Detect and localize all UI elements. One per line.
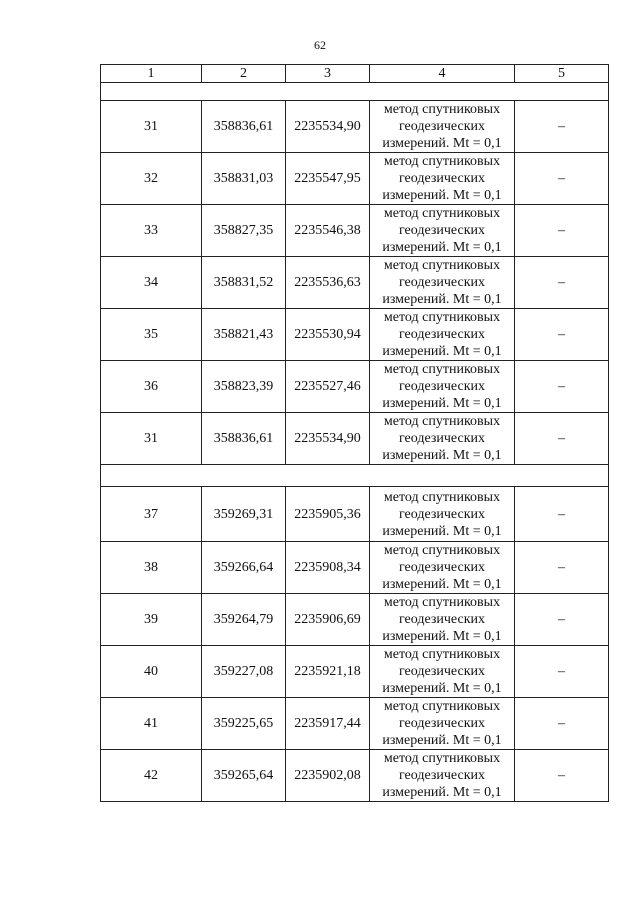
method-text-line: геодезических: [398, 612, 485, 627]
point-number-cell: 36: [101, 361, 202, 413]
table-row: [101, 309, 609, 361]
note-cell: –: [515, 698, 609, 750]
x-coordinate-cell: 358823,39: [202, 361, 286, 413]
method-cell: [370, 698, 515, 750]
note-cell: –: [515, 257, 609, 309]
method-text-line: метод спутниковых: [383, 206, 501, 221]
x-coordinate-cell: 359266,64: [202, 542, 286, 594]
method-cell: [370, 750, 515, 802]
table-row: [101, 205, 609, 257]
header-cell-2: 2: [202, 65, 286, 83]
method-text-line: метод спутниковых: [383, 102, 501, 117]
x-coordinate-cell: 358831,03: [202, 153, 286, 205]
x-coordinate-cell: 359225,65: [202, 698, 286, 750]
x-coordinate-cell: 359264,79: [202, 594, 286, 646]
method-text-line: измерений. Mt = 0,1: [382, 396, 502, 411]
method-text-line: измерений. Mt = 0,1: [382, 240, 502, 255]
method-text-line: метод спутниковых: [383, 310, 501, 325]
table-row: [101, 487, 609, 542]
method-cell: [370, 413, 515, 465]
point-number-cell: 34: [101, 257, 202, 309]
header-cell-5: 5: [515, 65, 609, 83]
table-row: [101, 594, 609, 646]
point-number-cell: 32: [101, 153, 202, 205]
table-row: [101, 153, 609, 205]
method-text-line: геодезических: [398, 327, 485, 342]
note-cell: –: [515, 413, 609, 465]
method-cell: [370, 542, 515, 594]
note-cell: –: [515, 309, 609, 361]
table-row: [101, 646, 609, 698]
note-cell: –: [515, 153, 609, 205]
method-cell: [370, 205, 515, 257]
x-coordinate-cell: 358831,52: [202, 257, 286, 309]
y-coordinate-cell: 2235905,36: [286, 487, 370, 542]
point-number-cell: 41: [101, 698, 202, 750]
note-cell: –: [515, 101, 609, 153]
method-cell: [370, 309, 515, 361]
y-coordinate-cell: 2235906,69: [286, 594, 370, 646]
method-cell: [370, 153, 515, 205]
y-coordinate-cell: 2235546,38: [286, 205, 370, 257]
method-text-line: геодезических: [398, 379, 485, 394]
header-cell-1: 1: [101, 65, 202, 83]
method-text-line: геодезических: [398, 171, 485, 186]
point-number-cell: 31: [101, 101, 202, 153]
note-cell: –: [515, 205, 609, 257]
point-number-cell: 42: [101, 750, 202, 802]
method-text-line: измерений. Mt = 0,1: [382, 577, 502, 592]
y-coordinate-cell: 2235908,34: [286, 542, 370, 594]
method-text-line: геодезических: [398, 560, 485, 575]
method-text-line: геодезических: [398, 664, 485, 679]
y-coordinate-cell: 2235534,90: [286, 101, 370, 153]
point-number-cell: 31: [101, 413, 202, 465]
method-text-line: измерений. Mt = 0,1: [382, 523, 502, 539]
group-separator-cell: [101, 465, 609, 487]
method-cell: [370, 594, 515, 646]
x-coordinate-cell: 359269,31: [202, 487, 286, 542]
point-number-cell: 39: [101, 594, 202, 646]
group-separator-row: [101, 83, 609, 101]
note-cell: –: [515, 594, 609, 646]
y-coordinate-cell: 2235921,18: [286, 646, 370, 698]
header-row: [101, 65, 609, 83]
point-number-cell: 37: [101, 487, 202, 542]
method-text-line: измерений. Mt = 0,1: [382, 292, 502, 307]
method-cell: [370, 257, 515, 309]
method-text-line: геодезических: [398, 716, 485, 731]
table-row: [101, 750, 609, 802]
method-text-line: геодезических: [398, 506, 485, 522]
method-text-line: метод спутниковых: [383, 489, 501, 505]
table-row: [101, 413, 609, 465]
note-cell: –: [515, 361, 609, 413]
method-text-line: измерений. Mt = 0,1: [382, 136, 502, 151]
group-separator-row: [101, 465, 609, 487]
coordinates-table: [100, 64, 609, 802]
method-cell: [370, 101, 515, 153]
method-text-line: метод спутниковых: [383, 154, 501, 169]
table-row: [101, 698, 609, 750]
method-text-line: измерений. Mt = 0,1: [382, 785, 502, 800]
note-cell: –: [515, 750, 609, 802]
method-text-line: метод спутниковых: [383, 751, 501, 766]
x-coordinate-cell: 358821,43: [202, 309, 286, 361]
note-cell: –: [515, 646, 609, 698]
method-text-line: геодезических: [398, 223, 485, 238]
method-text-line: измерений. Mt = 0,1: [382, 188, 502, 203]
y-coordinate-cell: 2235527,46: [286, 361, 370, 413]
method-text-line: метод спутниковых: [383, 543, 501, 558]
method-text-line: метод спутниковых: [383, 647, 501, 662]
point-number-cell: 38: [101, 542, 202, 594]
method-text-line: метод спутниковых: [383, 362, 501, 377]
method-cell: [370, 487, 515, 542]
method-text-line: измерений. Mt = 0,1: [382, 448, 502, 463]
y-coordinate-cell: 2235902,08: [286, 750, 370, 802]
table-row: [101, 542, 609, 594]
table-row: [101, 361, 609, 413]
y-coordinate-cell: 2235547,95: [286, 153, 370, 205]
method-text-line: метод спутниковых: [383, 699, 501, 714]
point-number-cell: 33: [101, 205, 202, 257]
header-cell-4: 4: [370, 65, 515, 83]
method-text-line: метод спутниковых: [383, 414, 501, 429]
method-cell: [370, 646, 515, 698]
method-text-line: геодезических: [398, 431, 485, 446]
y-coordinate-cell: 2235530,94: [286, 309, 370, 361]
method-text-line: измерений. Mt = 0,1: [382, 733, 502, 748]
note-cell: –: [515, 542, 609, 594]
method-text-line: геодезических: [398, 768, 485, 783]
method-text-line: измерений. Mt = 0,1: [382, 344, 502, 359]
point-number-cell: 40: [101, 646, 202, 698]
x-coordinate-cell: 359227,08: [202, 646, 286, 698]
x-coordinate-cell: 359265,64: [202, 750, 286, 802]
table-row: [101, 257, 609, 309]
y-coordinate-cell: 2235534,90: [286, 413, 370, 465]
method-text-line: геодезических: [398, 275, 485, 290]
method-text-line: геодезических: [398, 119, 485, 134]
method-text-line: измерений. Mt = 0,1: [382, 681, 502, 696]
x-coordinate-cell: 358836,61: [202, 101, 286, 153]
x-coordinate-cell: 358836,61: [202, 413, 286, 465]
method-text-line: метод спутниковых: [383, 258, 501, 273]
method-text-line: метод спутниковых: [383, 595, 501, 610]
method-text-line: измерений. Mt = 0,1: [382, 629, 502, 644]
page-number: 62: [314, 38, 326, 52]
header-cell-3: 3: [286, 65, 370, 83]
method-cell: [370, 361, 515, 413]
table-row: [101, 101, 609, 153]
y-coordinate-cell: 2235917,44: [286, 698, 370, 750]
y-coordinate-cell: 2235536,63: [286, 257, 370, 309]
coordinates-table-body: [101, 65, 609, 802]
x-coordinate-cell: 358827,35: [202, 205, 286, 257]
note-cell: –: [515, 487, 609, 542]
point-number-cell: 35: [101, 309, 202, 361]
group-separator-cell: [101, 83, 609, 101]
